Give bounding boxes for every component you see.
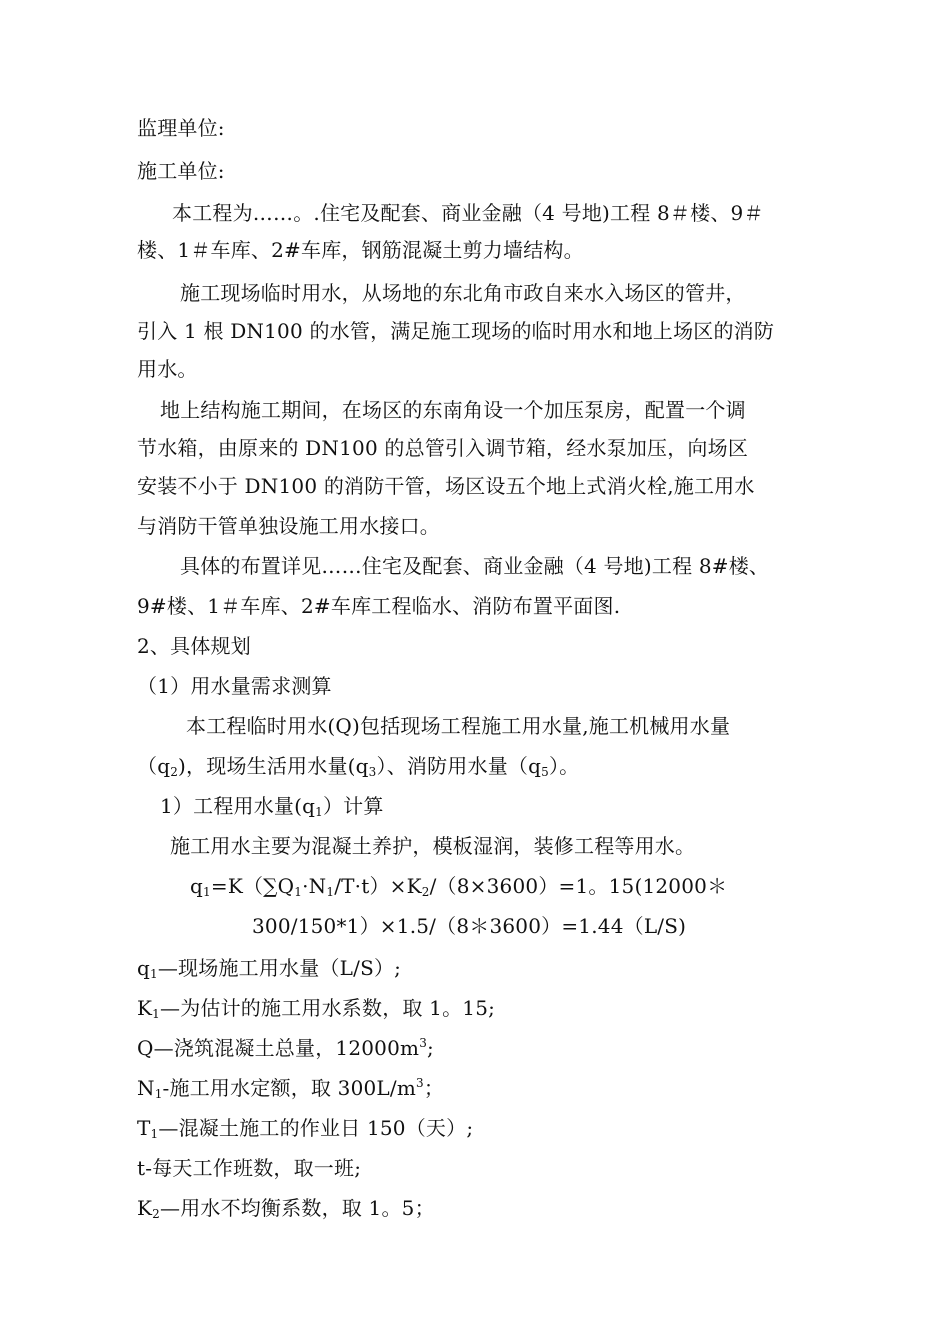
formula-line-2: 300/150*1）×1.5/（8＊3600）=1.44（L/S) bbox=[252, 914, 687, 938]
paragraph-layout-line-2: 9#楼、1＃车库、2#车库工程临水、消防布置平面图. bbox=[137, 594, 621, 618]
paragraph-demand-line-2: $(q_2)$，现场生活用水量$(q_3)$、消防用水量$(q_5)$。 bbox=[137, 754, 580, 779]
section-heading-plan: 2、具体规划 bbox=[137, 634, 251, 658]
paragraph-layout-line-1: 具体的布置详见……住宅及配套、商业金融（4 号地)工程 8#楼、 bbox=[180, 554, 770, 578]
paragraph-water-line-1: 施工现场临时用水，从场地的东北角市政自来水入场区的管井， bbox=[180, 281, 746, 305]
paragraph-project-line-2: 楼、1＃车库、2#车库，钢筋混凝土剪力墙结构。 bbox=[137, 238, 584, 262]
paragraph-demand-line-1: 本工程临时用水(Q)包括现场工程施工用水量,施工机械用水量 bbox=[186, 714, 731, 738]
paragraph-pump-line-1: 地上结构施工期间，在场区的东南角设一个加压泵房，配置一个调 bbox=[160, 398, 746, 422]
definition-q1: $q_1—$现场施工用水量（L/S）; bbox=[137, 956, 402, 981]
definition-q: Q—浇筑混凝土总量，$12000m^3$; bbox=[137, 1036, 434, 1060]
definition-t: t-每天工作班数，取一班; bbox=[137, 1156, 362, 1180]
paragraph-pump-line-4: 与消防干管单独设施工用水接口。 bbox=[137, 514, 440, 538]
subsection-heading-demand: （1）用水量需求测算 bbox=[137, 674, 332, 698]
contractor-label: 施工单位: bbox=[137, 159, 225, 183]
item-heading-q1: 1）工程用水量$(q_1)$计算 bbox=[160, 794, 384, 819]
definition-n1: $N_1-$施工用水定额，取 $300L/m^3$； bbox=[137, 1076, 445, 1101]
paragraph-pump-line-3: 安装不小于 DN100 的消防干管，场区设五个地上式消火栓,施工用水 bbox=[137, 474, 755, 498]
definition-k2: $K_2—$用水不均衡系数，取 1。5； bbox=[137, 1196, 435, 1221]
paragraph-pump-line-2: 节水箱，由原来的 DN100 的总管引入调节箱，经水泵加压，向场区 bbox=[137, 436, 749, 460]
paragraph-water-line-2: 引入 1 根 DN100 的水管，满足施工现场的临时用水和地上场区的消防 bbox=[137, 319, 775, 343]
definition-t1: $T_1—$混凝土施工的作业日 150（天）; bbox=[137, 1116, 474, 1141]
definition-k1: $K_1—$为估计的施工用水系数，取 1。15; bbox=[137, 996, 496, 1021]
supervisor-label: 监理单位: bbox=[137, 116, 225, 140]
formula-line-1: $q_1=K(\sum Q_1\cdot N_1/T\cdot t)\times K_2/(8\times 3600)=1$。15(12000＊ bbox=[190, 874, 728, 899]
paragraph-usage: 施工用水主要为混凝土养护，模板湿润，装修工程等用水。 bbox=[170, 834, 696, 858]
paragraph-project-line-1: 本工程为……。.住宅及配套、商业金融（4 号地)工程 8＃楼、9＃ bbox=[172, 201, 764, 225]
paragraph-water-line-3: 用水。 bbox=[137, 357, 198, 381]
